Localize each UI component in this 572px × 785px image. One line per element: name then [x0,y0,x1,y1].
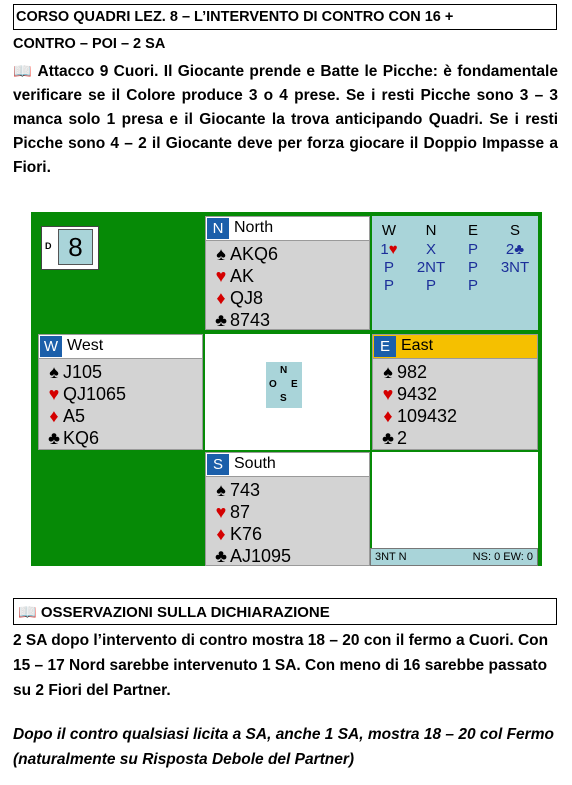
north-name: North [234,219,274,236]
diamond-icon: ♦ [49,406,59,426]
lesson-title [13,4,557,30]
club-icon: ♣ [48,428,60,448]
south-clubs-row [212,545,291,567]
east-header [373,335,537,359]
north-header [206,217,369,241]
east-spades-row [379,361,457,383]
contract-label: 3NT N [375,551,407,563]
north-hand [205,216,370,330]
bid-cell: 2NT [416,259,446,276]
east-clubs-row [379,427,457,449]
club-icon: ♣ [382,428,394,448]
bid-header-s: S [509,222,520,239]
south-hearts: 87 [230,502,251,522]
east-name: East [401,337,434,354]
dealer-box [41,226,99,270]
dealer-cell [38,219,124,331]
west-spades: J105 [63,362,103,382]
observations-heading [13,598,557,625]
compass-n: N [280,365,288,376]
bidding-panel [372,216,538,330]
observations-heading-text: OSSERVAZIONI SULLA DICHIARAZIONE [40,604,330,621]
bridge-board [31,212,542,566]
east-hearts-row [379,383,457,405]
heart-icon: ♥ [382,384,394,404]
north-clubs-row [212,309,278,331]
compass-o: O [269,379,277,390]
diamond-icon: ♦ [383,406,393,426]
east-cards [379,361,457,449]
south-name: South [234,455,276,472]
east-hearts: 9432 [397,384,438,404]
west-cards [45,361,126,449]
compass-s: S [280,393,287,404]
west-diamonds-row [45,405,126,427]
west-hearts: QJ1065 [63,384,127,404]
bid-cell: P [467,241,478,258]
club-icon: ♣ [215,546,227,566]
spade-icon: ♠ [216,244,226,264]
west-header [39,335,202,359]
east-hand [372,334,538,450]
west-spades-row [45,361,126,383]
compass [266,362,302,408]
south-diamonds: K76 [230,524,263,544]
spade-icon: ♠ [383,362,393,382]
bid-cell: X [425,241,436,258]
bid-cell: 1♥ [380,241,398,258]
heart-icon: ♥ [48,384,60,404]
west-clubs-row [45,427,126,449]
spade-icon: ♠ [216,480,226,500]
north-hearts-row [212,265,278,287]
compass-e: E [291,379,298,390]
heart-icon: ♥ [215,502,227,522]
north-spades: AKQ6 [230,244,279,264]
bid-cell: P [383,277,394,294]
west-hand [38,334,203,450]
club-icon: ♣ [215,310,227,330]
empty-cell-bottom-left [38,452,203,566]
north-cards [212,243,278,331]
north-spades-row [212,243,278,265]
bid-cell: 2♣ [505,241,525,258]
title-line-1: CORSO QUADRI LEZ. 8 – L’INTERVENTO DI CONTRO CON 16 + [16,9,454,25]
south-hearts-row [212,501,291,523]
north-clubs: 8743 [230,310,271,330]
south-diamonds-row [212,523,291,545]
board-number: 8 [58,229,93,265]
west-name: West [67,337,104,354]
east-badge: E [374,336,396,357]
diamond-icon: ♦ [216,288,226,308]
heart-icon: ♥ [215,266,227,286]
east-clubs: 2 [397,428,408,448]
south-cards [212,479,291,567]
south-header [206,453,369,477]
title-line-2: CONTRO – POI – 2 SA [13,36,166,52]
intro-paragraph [13,60,558,180]
bid-cell: P [383,259,394,276]
east-diamonds-row [379,405,457,427]
spade-icon: ♠ [49,362,59,382]
bid-header-n: N [425,222,437,239]
dealer-label: D [45,241,52,251]
west-hearts-row [45,383,126,405]
bid-cell: P [425,277,436,294]
bid-header-e: E [467,222,478,239]
south-clubs: AJ1095 [230,546,292,566]
bid-header-w: W [381,222,397,239]
south-badge: S [207,454,229,475]
north-diamonds-row [212,287,278,309]
status-bar [370,548,538,566]
north-hearts: AK [230,266,255,286]
south-hand [205,452,370,566]
bid-cell: P [467,277,478,294]
south-spades-row [212,479,291,501]
west-diamonds: A5 [63,406,86,426]
book-icon: 📖 [18,604,37,621]
bid-cell: 3NT [500,259,530,276]
book-icon: 📖 [13,63,33,80]
east-diamonds: 109432 [397,406,458,426]
west-clubs: KQ6 [63,428,100,448]
observations-text: 2 SA dopo l’intervento di contro mostra 18 – 20 con il fermo a Cuori. Con 15 – 17 Nord sarebbe intervenuto 1 SA. Con meno di 16 sarebbe passato su 2 Fiori del Partner. [13,632,549,699]
bid-cell: P [467,259,478,276]
west-badge: W [40,336,62,357]
north-badge: N [207,218,229,239]
south-spades: 743 [230,480,261,500]
score-label: NS: 0 EW: 0 [472,551,533,563]
observations-note: Dopo il contro qualsiasi licita a SA, anche 1 SA, mostra 18 – 20 col Fermo (naturalmente su Risposta Debole del Partner) [13,726,554,768]
north-diamonds: QJ8 [230,288,264,308]
intro-text: Attacco 9 Cuori. Il Giocante prende e Batte le Picche: è fondamentale verificare se il Colore produce 3 o 4 prese. Se i resti Picche sono 3 – 3 manca solo 1 presa e il Giocante la trova anticipando Quadri. Se i resti Picche sono 4 – 2 il Giocante deve per forza giocare il Doppio Impasse a Fiori. [13,63,558,176]
diamond-icon: ♦ [216,524,226,544]
east-spades: 982 [397,362,428,382]
